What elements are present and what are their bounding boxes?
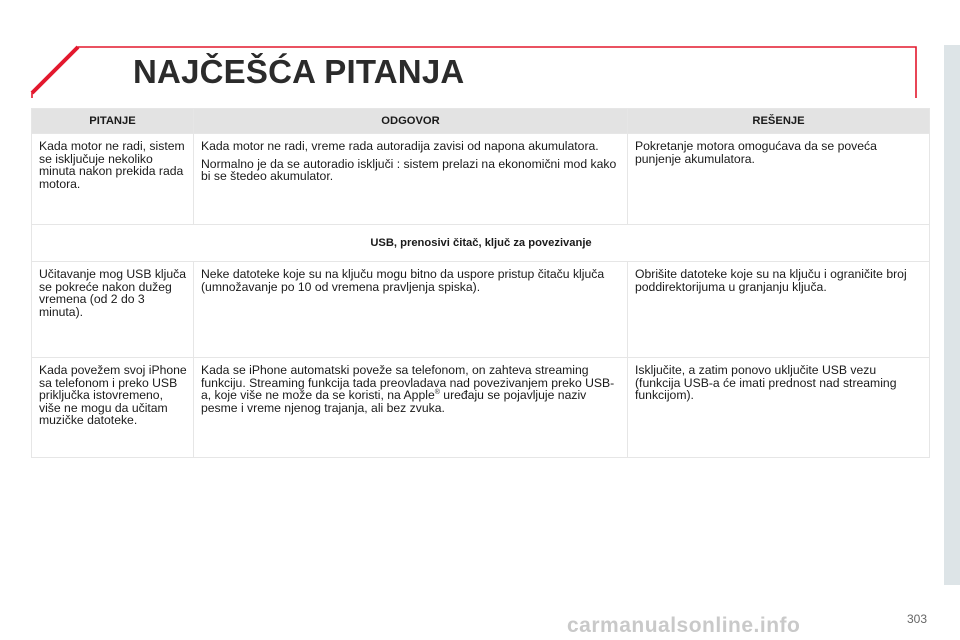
solution-cell: Pokretanje motora omogućava da se poveća punjenje akumulatora. xyxy=(628,134,930,225)
page-number: 303 xyxy=(907,612,928,626)
table-row xyxy=(32,358,930,458)
answer-text-part: Kada se iPhone automatski poveže sa telefonom, on zahteva streaming funkciju. Streaming funkcija tada preovladava nad povezivanjem preko USB-a, koje više ne može da se koristi, na Apple xyxy=(201,363,615,403)
solution-cell: Isključite, a zatim ponovo uključite USB vezu (funkcija USB-a će imati prednost nad streaming funkcijom). xyxy=(628,358,930,458)
column-header-question: PITANJE xyxy=(32,109,194,134)
answer-cell xyxy=(194,358,628,458)
column-header-solution: REŠENJE xyxy=(628,109,930,134)
header-corner-accent xyxy=(32,47,78,93)
answer-cell: Neke datoteke koje su na ključu mogu bitno da uspore pristup čitaču ključa (umnožavanje po 10 od vremena pravljenja spiska). xyxy=(194,262,628,358)
question-cell: Kada motor ne radi, sistem se isključuje nekoliko minuta nakon prekida rada motora. xyxy=(32,134,194,225)
section-header-usb: USB, prenosivi čitač, ključ za povezivanje xyxy=(32,225,930,262)
section-header-row xyxy=(32,225,930,262)
column-header-answer: ODGOVOR xyxy=(194,109,628,134)
answer-cell xyxy=(194,134,628,225)
table-row xyxy=(32,262,930,358)
answer-paragraph: Normalno je da se autoradio isključi : sistem prelazi na ekonomični mod kako bi se štedeo akumulator. xyxy=(201,156,617,184)
page-edge-strip xyxy=(944,45,960,585)
question-cell: Učitavanje mog USB ključa se pokreće nakon dužeg vremena (od 2 do 3 minuta). xyxy=(32,262,194,358)
watermark-text: carmanualsonline.info xyxy=(567,614,801,637)
answer-text-part: uređaju se pojavljuje naziv pesme i vreme njenog trajanja, ali bez zvuka. xyxy=(201,388,587,415)
registered-mark: ® xyxy=(434,389,440,397)
solution-cell: Obrišite datoteke koje su na ključu i ograničite broj poddirektorijuma u granjanju ključa. xyxy=(628,262,930,358)
table-header-row xyxy=(32,109,930,134)
page-title: NAJČEŠĆA PITANJA xyxy=(133,53,465,90)
faq-table xyxy=(31,108,930,458)
question-cell: Kada povežem svoj iPhone sa telefonom i preko USB priključka istovremeno, više ne mogu da učitam muzičke datoteke. xyxy=(32,358,194,458)
answer-paragraph: Kada motor ne radi, vreme rada autoradija zavisi od napona akumulatora. xyxy=(201,139,599,153)
table-row xyxy=(32,134,930,225)
